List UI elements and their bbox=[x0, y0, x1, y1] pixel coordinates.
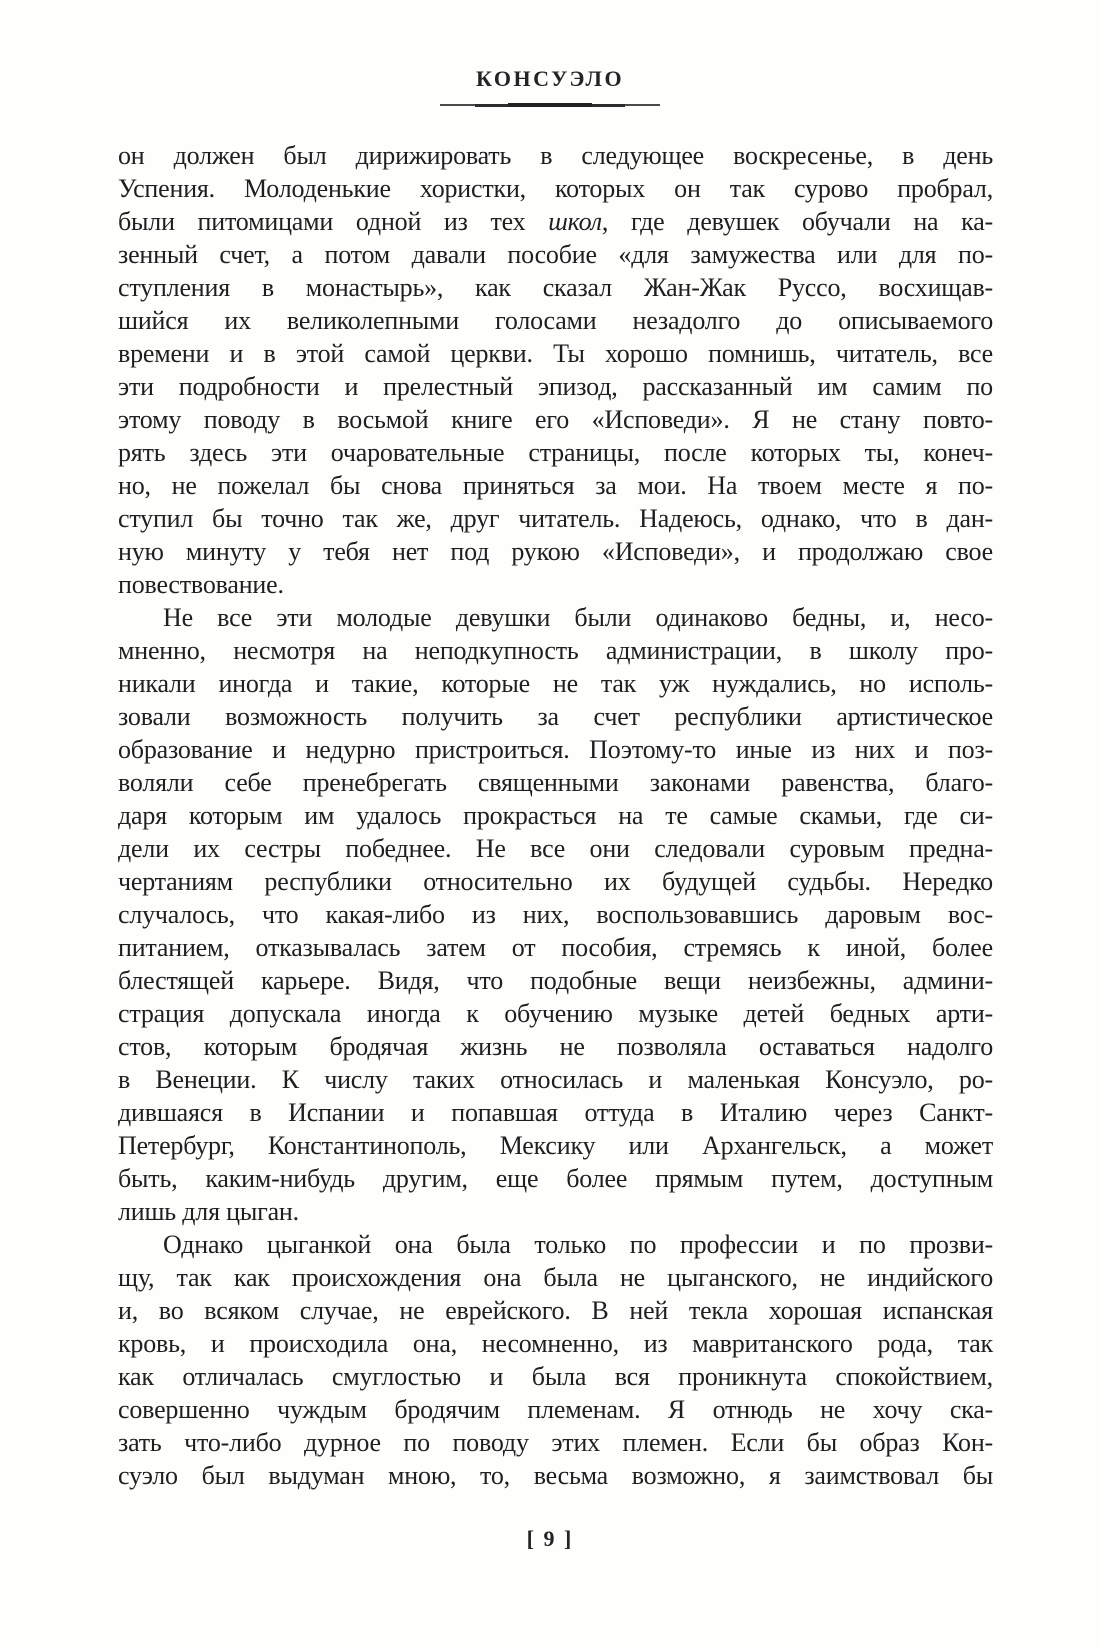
header-rule-thick-line bbox=[508, 103, 592, 107]
running-head-title: КОНСУЭЛО bbox=[475, 66, 625, 91]
text-line: Петербург, Константинополь, Мексику или Архангельск, а может bbox=[118, 1131, 993, 1160]
text-line: Не все эти молодые девушки были одинаково бедны, и, несо- bbox=[163, 603, 993, 632]
text-line: стов, которым бродячая жизнь не позволяла оставаться надолго bbox=[118, 1032, 993, 1061]
text-line: ступления в монастырь», как сказал Жан-Жак Руссо, восхищав- bbox=[118, 273, 993, 302]
header-rule bbox=[440, 102, 660, 108]
text-line: шийся их великолепными голосами незадолго до описываемого bbox=[118, 306, 993, 335]
text-line: времени и в этой самой церкви. Ты хорошо помнишь, читатель, все bbox=[118, 339, 993, 368]
text-line: и, во всяком случае, не еврейского. В ней текла хорошая испанская bbox=[118, 1296, 993, 1325]
text-line: повествование. bbox=[118, 570, 284, 599]
text-line: эти подробности и прелестный эпизод, рассказанный им самим по bbox=[118, 372, 993, 401]
text-line: щу, так как происхождения она была не цыганского, не индийского bbox=[118, 1263, 993, 1292]
text-line: даря которым им удалось прокрасться на те самые скамьи, где си- bbox=[118, 801, 993, 830]
text-line: в Венеции. К числу таких относилась и маленькая Консуэло, ро- bbox=[118, 1065, 993, 1094]
text-line: он должен был дирижировать в следующее воскресенье, в день bbox=[118, 141, 993, 170]
text-line: Однако цыганкой она была только по профессии и по прозви- bbox=[163, 1230, 993, 1259]
text-line: ступил бы точно так же, друг читатель. Надеюсь, однако, что в дан- bbox=[118, 504, 993, 533]
text-line: лишь для цыган. bbox=[118, 1197, 299, 1226]
page-number: [ 9 ] bbox=[526, 1526, 574, 1551]
text-line: как отличалась смуглостью и была вся проникнута спокойствием, bbox=[118, 1362, 993, 1391]
text-line: мненно, несмотря на неподкупность администрации, в школу про- bbox=[118, 636, 993, 665]
text-line: суэло был выдуман мною, то, весьма возможно, я заимствовал бы bbox=[118, 1461, 993, 1490]
text-line: зенный счет, а потом давали пособие «для замужества или для по- bbox=[118, 240, 993, 269]
body-text bbox=[118, 139, 993, 1492]
text-line: этому поводу в восьмой книге его «Исповеди». Я не стану повто- bbox=[118, 405, 993, 434]
text-line: кровь, и происходила она, несомненно, из мавританского рода, так bbox=[118, 1329, 993, 1358]
text-line: но, не пожелал бы снова приняться за мои. На твоем месте я по- bbox=[118, 471, 993, 500]
text-line: совершенно чуждым бродячим племенам. Я отнюдь не хочу ска- bbox=[118, 1395, 993, 1424]
text-line: случалось, что какая-либо из них, воспользовавшись даровым вос- bbox=[118, 900, 993, 929]
text-line: образование и недурно пристроиться. Поэтому-то иные из них и поз- bbox=[118, 735, 993, 764]
text-line: страция допускала иногда к обучению музыке детей бедных арти- bbox=[118, 999, 993, 1028]
text-line: зать что-либо дурное по поводу этих племен. Если бы образ Кон- bbox=[118, 1428, 993, 1457]
text-line: были питомицами одной из тех школ, где девушек обучали на ка- bbox=[118, 207, 993, 236]
text-line: Успения. Молоденькие хористки, которых он так сурово пробрал, bbox=[118, 174, 993, 203]
text-line: дившаяся в Испании и попавшая оттуда в Италию через Санкт- bbox=[118, 1098, 993, 1127]
text-line: рять здесь эти очаровательные страницы, после которых ты, конеч- bbox=[118, 438, 993, 467]
text-line: быть, каким-нибудь другим, еще более прямым путем, доступным bbox=[118, 1164, 993, 1193]
text-line: дели их сестры победнее. Не все они следовали суровым предна- bbox=[118, 834, 993, 863]
text-line: зовали возможность получить за счет республики артистическое bbox=[118, 702, 993, 731]
text-line: ную минуту у тебя нет под рукою «Исповеди», и продолжаю свое bbox=[118, 537, 993, 566]
text-line: блестящей карьере. Видя, что подобные вещи неизбежны, админи- bbox=[118, 966, 993, 995]
text-line: питанием, отказывалась затем от пособия, стремясь к иной, более bbox=[118, 933, 993, 962]
text-line: воляли себе пренебрегать священными законами равенства, благо- bbox=[118, 768, 993, 797]
text-line: никали иногда и такие, которые не так уж нуждались, но исполь- bbox=[118, 669, 993, 698]
italic-text: школ bbox=[548, 207, 602, 236]
text-line: чертаниям республики относительно их будущей судьбы. Нередко bbox=[118, 867, 993, 896]
